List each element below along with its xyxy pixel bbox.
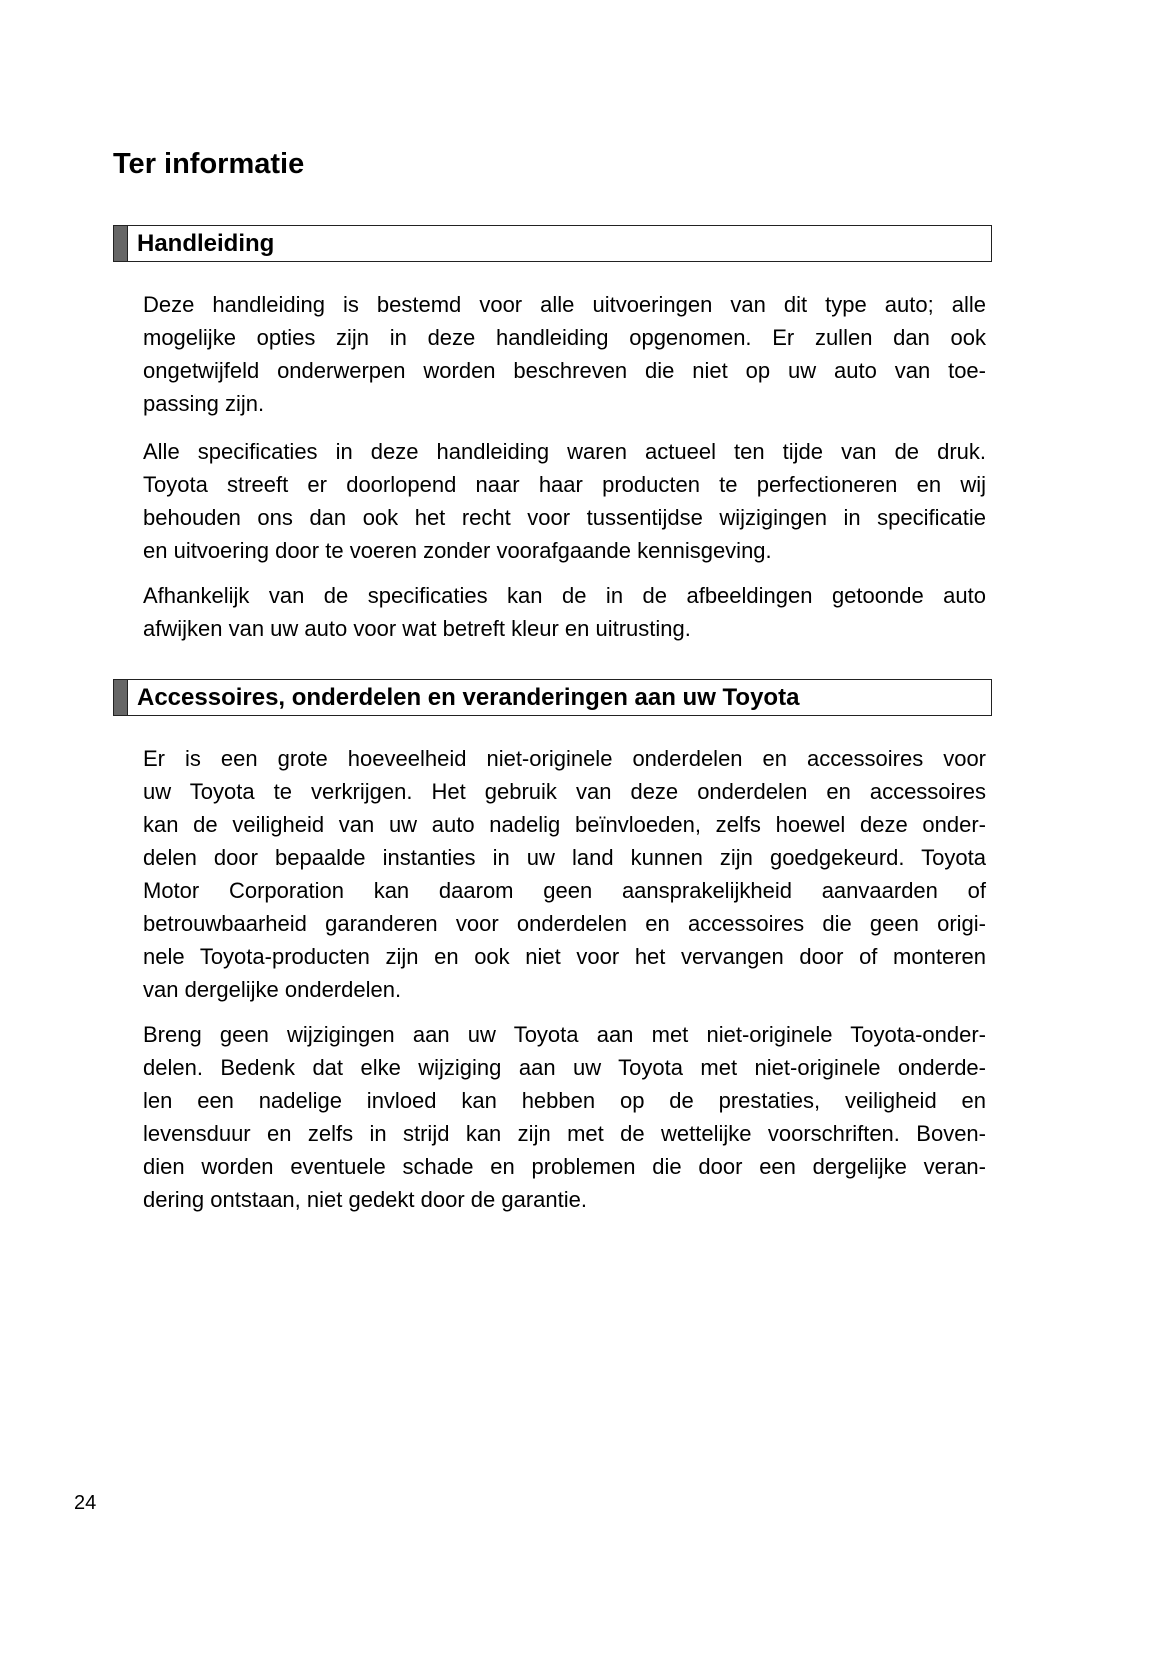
section-heading-label: Handleiding [137, 229, 275, 257]
text-line: Afhankelijk van de specificaties kan de in de afbeeldingen getoonde auto [143, 583, 986, 608]
text-line: Toyota streeft er doorlopend naar haar producten te perfectioneren en wij [143, 472, 986, 497]
paragraph [143, 288, 986, 420]
text-line: delen door bepaalde instanties in uw land kunnen zijn goedgekeurd. Toyota [143, 845, 986, 870]
heading-bar-marker [114, 680, 128, 715]
text-line: levensduur en zelfs in strijd kan zijn met de wettelijke voorschriften. Boven- [143, 1121, 986, 1146]
text-line: Motor Corporation kan daarom geen aansprakelijkheid aanvaarden of [143, 878, 986, 903]
text-line: dien worden eventuele schade en problemen die door een dergelijke veran- [143, 1154, 986, 1179]
page-title: Ter informatie [113, 148, 305, 180]
text-line: behouden ons dan ook het recht voor tussentijdse wijzigingen in specificatie [143, 505, 986, 530]
text-line: Er is een grote hoeveelheid niet-originele onderdelen en accessoires voor [143, 746, 986, 771]
text-line: passing zijn. [143, 391, 265, 416]
text-line: Deze handleiding is bestemd voor alle uitvoeringen van dit type auto; alle [143, 292, 986, 317]
text-line: van dergelijke onderdelen. [143, 977, 402, 1002]
text-line: mogelijke opties zijn in deze handleiding opgenomen. Er zullen dan ook [143, 325, 986, 350]
section-heading-accessoires [113, 679, 992, 716]
paragraph [143, 1018, 986, 1216]
text-line: afwijken van uw auto voor wat betreft kleur en uitrusting. [143, 616, 691, 641]
paragraph [143, 742, 986, 1006]
heading-bar-marker [114, 226, 128, 261]
text-line: len een nadelige invloed kan hebben op de prestaties, veiligheid en [143, 1088, 986, 1113]
text-line: kan de veiligheid van uw auto nadelig beïnvloeden, zelfs hoewel deze onder- [143, 812, 986, 837]
page-number: 24 [74, 1492, 97, 1514]
text-line: nele Toyota-producten zijn en ook niet voor het vervangen door of monteren [143, 944, 986, 969]
text-line: Alle specificaties in deze handleiding waren actueel ten tijde van de druk. [143, 439, 986, 464]
text-line: uw Toyota te verkrijgen. Het gebruik van deze onderdelen en accessoires [143, 779, 986, 804]
text-line: delen. Bedenk dat elke wijziging aan uw Toyota met niet-originele onderde- [143, 1055, 986, 1080]
text-line: ongetwijfeld onderwerpen worden beschreven die niet op uw auto van toe- [143, 358, 986, 383]
paragraph [143, 579, 986, 645]
text-line: Breng geen wijzigingen aan uw Toyota aan met niet-originele Toyota-onder- [143, 1022, 986, 1047]
text-line: dering ontstaan, niet gedekt door de garantie. [143, 1187, 587, 1212]
section-heading-label: Accessoires, onderdelen en veranderingen aan uw Toyota [137, 683, 800, 711]
text-line: betrouwbaarheid garanderen voor onderdelen en accessoires die geen origi- [143, 911, 986, 936]
section-heading-handleiding [113, 225, 992, 262]
text-line: en uitvoering door te voeren zonder voorafgaande kennisgeving. [143, 538, 772, 563]
paragraph [143, 435, 986, 567]
